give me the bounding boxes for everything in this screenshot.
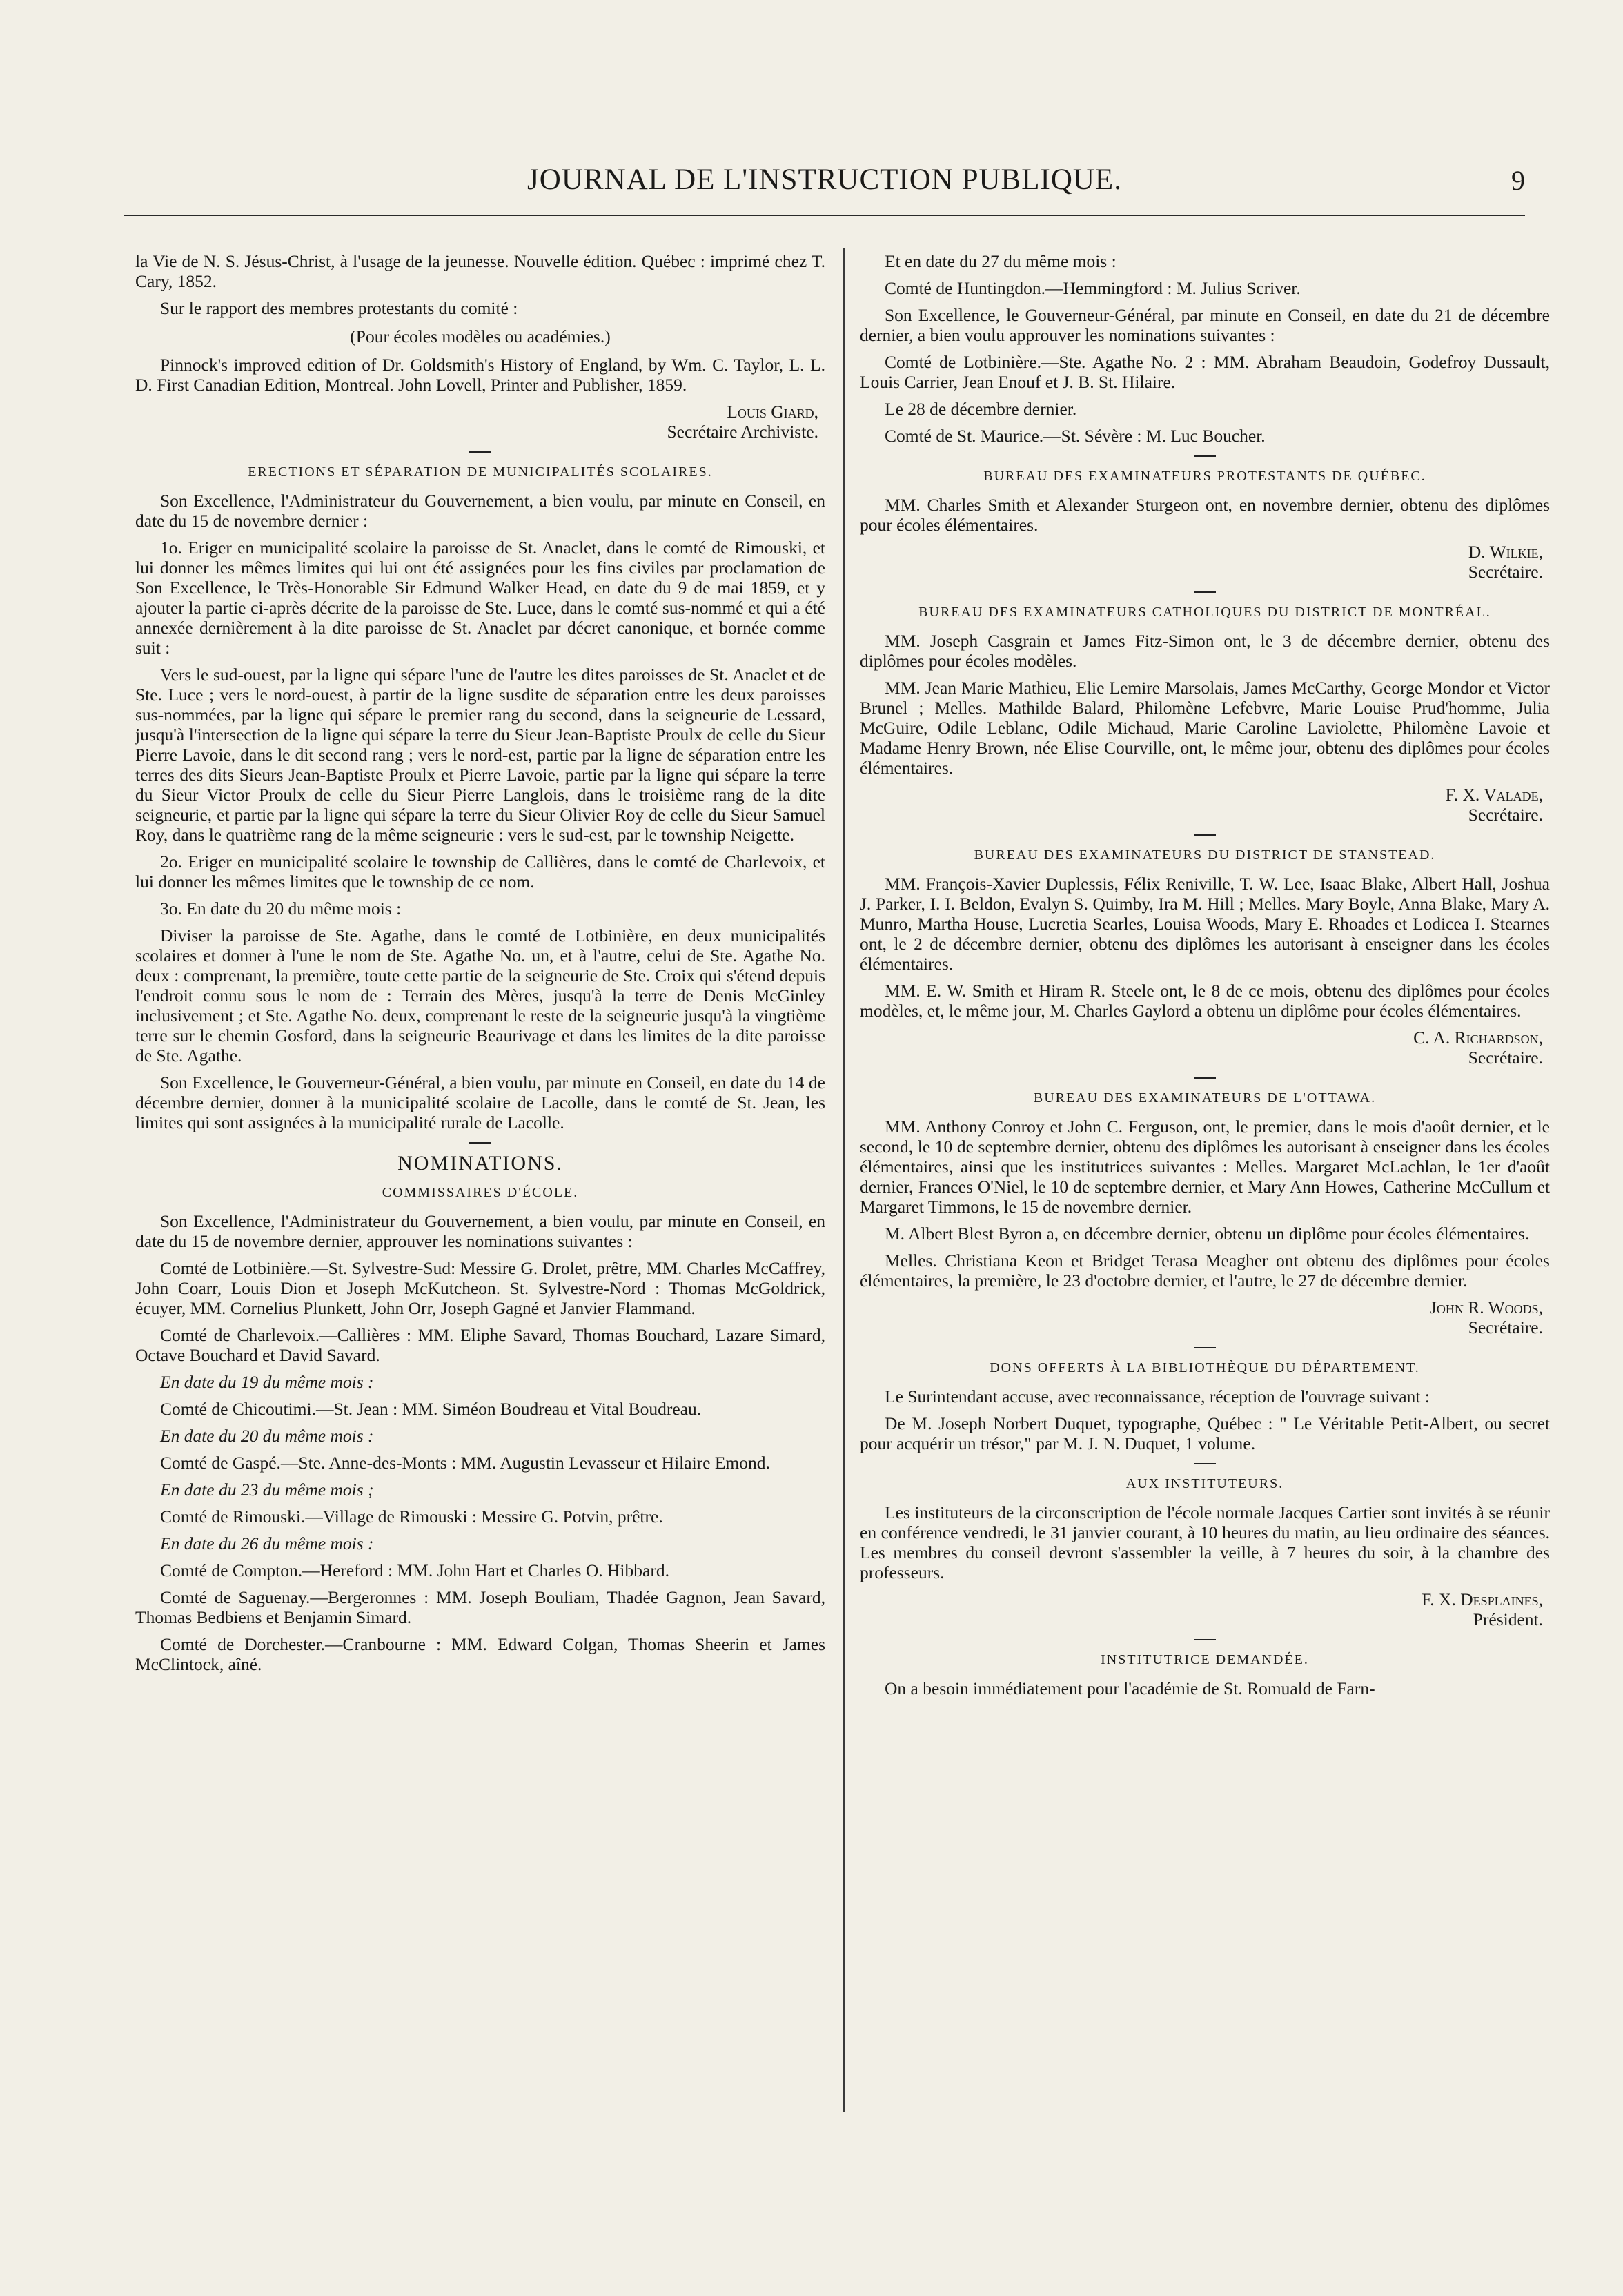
paragraph: Le Surintendant accuse, avec reconnaissance, réception de l'ouvrage suivant : [885, 1386, 1430, 1406]
paragraph: Son Excellence, l'Administrateur du Gouvernement, a bien voulu, par minute en Conseil, en date du 15 de novembre dernier, approuver les nominations suivantes : [135, 1211, 825, 1251]
left-column [135, 251, 825, 1681]
journal-title: JOURNAL DE L'INSTRUCTION PUBLIQUE. [527, 164, 1122, 196]
paragraph: MM. Anthony Conroy et John C. Ferguson, ont, le premier, dans le mois d'août dernier, et le second, le 10 de septembre dernier, obtenu des diplômes les autorisant à enseigner dans les écoles élémentaires, ainsi que les institutrices suivantes : Melles. Margaret McLachlan, le 1er d'août dernier, Frances O'Niel, le 10 de septembre dernier, et Mary Ann Howes, Catherine McCullum et Margaret Timmons, le 15 de novembre dernier. [860, 1117, 1550, 1217]
signature-name: Louis Giard, [727, 402, 818, 422]
signature-title: Président. [1473, 1609, 1543, 1629]
paragraph: Sur le rapport des membres protestants du comité : [160, 298, 518, 318]
paragraph: Melles. Christiana Keon et Bridget Terasa Meagher ont obtenu des diplômes pour écoles élémentaires, la première, le 23 d'octobre dernier, et l'autre, le 27 de décembre dernier. [860, 1250, 1550, 1291]
paragraph: Comté de Lotbinière.—Ste. Agathe No. 2 : MM. Abraham Beaudoin, Godefroy Dussault, Louis Carrier, Jean Enouf et J. B. St. Hilaire. [860, 352, 1550, 392]
paragraph: (Pour écoles modèles ou académies.) [350, 326, 611, 346]
paragraph: Comté de Gaspé.—Ste. Anne-des-Monts : MM. Augustin Levasseur et Hilaire Emond. [160, 1453, 770, 1473]
section-heading: BUREAU DES EXAMINATEURS DU DISTRICT DE STANSTEAD. [974, 847, 1436, 863]
paragraph: Et en date du 27 du même mois : [885, 251, 1117, 271]
column-divider [843, 248, 845, 2112]
paragraph: Comté de Chicoutimi.—St. Jean : MM. Siméon Boudreau et Vital Boudreau. [160, 1399, 702, 1419]
section-heading: BUREAU DES EXAMINATEURS DE L'OTTAWA. [1033, 1090, 1377, 1106]
paragraph: De M. Joseph Norbert Duquet, typographe, Québec : " Le Véritable Petit-Albert, ou secret pour acquérir un trésor," par M. J. N. Duquet, 1 volume. [860, 1413, 1550, 1453]
paragraph: On a besoin immédiatement pour l'académie de St. Romuald de Farn- [885, 1678, 1375, 1698]
paragraph: Comté de Rimouski.—Village de Rimouski : Messire G. Potvin, prêtre. [160, 1507, 663, 1527]
paragraph: En date du 20 du même mois : [160, 1426, 374, 1446]
paragraph: la Vie de N. S. Jésus-Christ, à l'usage de la jeunesse. Nouvelle édition. Québec : imprimé chez T. Cary, 1852. [135, 251, 825, 291]
paragraph: Les instituteurs de la circonscription de l'école normale Jacques Cartier sont invités à se réunir en conférence vendredi, le 31 janvier courant, à 10 heures du matin, au lieu ordinaire des séances. Les membres du conseil devront s'assembler la veille, à 7 heures du soir, à la chambre des professeurs. [860, 1502, 1550, 1582]
paragraph: Comté de Compton.—Hereford : MM. John Hart et Charles O. Hibbard. [160, 1560, 669, 1580]
paragraph: MM. Charles Smith et Alexander Sturgeon ont, en novembre dernier, obtenu des diplômes pour écoles élémentaires. [860, 495, 1550, 535]
separator [1194, 591, 1216, 593]
section-heading: AUX INSTITUTEURS. [1125, 1476, 1284, 1491]
subsection-heading: COMMISSAIRES D'ÉCOLE. [382, 1185, 579, 1200]
paragraph: En date du 23 du même mois ; [160, 1480, 374, 1500]
paragraph: Son Excellence, le Gouverneur-Général, par minute en Conseil, en date du 21 de décembre dernier, a bien voulu approuver les nominations suivantes : [860, 305, 1550, 345]
signature-title: Secrétaire Archiviste. [667, 422, 818, 442]
paragraph: M. Albert Blest Byron a, en décembre dernier, obtenu un diplôme pour écoles élémentaires. [885, 1224, 1530, 1244]
header-rule [124, 215, 1525, 217]
paragraph: MM. E. W. Smith et Hiram R. Steele ont, le 8 de ce mois, obtenu des diplômes pour écoles modèles, et, le même jour, M. Charles Gaylord a obtenu un diplôme pour écoles élémentaires. [860, 981, 1550, 1021]
separator [1194, 455, 1216, 457]
paragraph: MM. Joseph Casgrain et James Fitz-Simon ont, le 3 de décembre dernier, obtenu des diplômes pour écoles modèles. [860, 631, 1550, 671]
paragraph: Comté de St. Maurice.—St. Sévère : M. Luc Boucher. [885, 426, 1266, 446]
section-heading: NOMINATIONS. [397, 1152, 563, 1175]
paragraph: En date du 19 du même mois : [160, 1372, 374, 1392]
paragraph: 2o. Eriger en municipalité scolaire le township de Callières, dans le comté de Charlevoix, et lui donner les mêmes limites que le township de ce nom. [135, 852, 825, 892]
paragraph: Comté de Saguenay.—Bergeronnes : MM. Joseph Bouliam, Thadée Gagnon, Jean Savard, Thomas Bedbiens et Benjamin Simard. [135, 1587, 825, 1627]
section-heading: BUREAU DES EXAMINATEURS PROTESTANTS DE QUÉBEC. [983, 469, 1426, 484]
section-heading: DONS OFFERTS À LA BIBLIOTHÈQUE DU DÉPARTEMENT. [990, 1360, 1420, 1375]
separator [469, 451, 491, 453]
signature-title: Secrétaire. [1468, 805, 1543, 825]
paragraph: Son Excellence, l'Administrateur du Gouvernement, a bien voulu, par minute en Conseil, en date du 15 de novembre dernier : [135, 491, 825, 531]
paragraph: 3o. En date du 20 du même mois : [160, 899, 402, 919]
paragraph: Vers le sud-ouest, par la ligne qui sépare l'une de l'autre les dites paroisses de St. Anaclet et de Ste. Luce ; vers le nord-ouest, à partir de la ligne susdite de séparation entre les deux paroisses sus-nommées, par la ligne qui sépare le premier rang du second, dans la seigneurie de Lessard, jusqu'à l'intersection de la ligne qui sépare la terre du Sieur Jean-Baptiste Proulx de celle du Sieur Pierre Lavoie, dans le dit second rang ; vers le nord-est, partie par la ligne de séparation entre les terres des dits Sieurs Jean-Baptiste Proulx et Pierre Lavoie, partie par la ligne qui sépare la terre du Sieur Victor Proulx de celle du Sieur Pierre Langlois, dans le troisième rang de la dite seigneurie, et partie par la ligne qui sépare la terre du Sieur Olivier Roy de celle du Sieur Samuel Roy, dans le quatrième rang de la même seigneurie : vers le sud-est, par le township Neigette. [135, 665, 825, 845]
paragraph: Diviser la paroisse de Ste. Agathe, dans le comté de Lotbinière, en deux municipalités scolaires et donner à l'une le nom de Ste. Agathe No. un, et à l'autre, celui de Ste. Agathe No. deux : comprenant, la première, toute cette partie de la seigneurie de Ste. Croix qui s'étend depuis l'endroit connu sous le nom de : Terrain des Mères, jusqu'à la terre de Denis McGinley inclusivement ; et Ste. Agathe No. deux, comprenant le reste de la seigneurie jusqu'à la vingtième terre sur le chemin Gosford, dans la seigneurie Beaurivage et dans les limites de la dite paroisse de Ste. Agathe. [135, 925, 825, 1066]
signature-name: C. A. Richardson, [1413, 1028, 1543, 1048]
right-column [860, 251, 1550, 1705]
paragraph: Comté de Dorchester.—Cranbourne : MM. Edward Colgan, Thomas Sheerin et James McClintock, aîné. [135, 1634, 825, 1674]
signature-title: Secrétaire. [1468, 1317, 1543, 1337]
signature-name: F. X. Valade, [1445, 785, 1543, 805]
signature-name: John R. Woods, [1429, 1297, 1543, 1317]
signature-title: Secrétaire. [1468, 562, 1543, 582]
separator [469, 1142, 491, 1144]
section-heading: BUREAU DES EXAMINATEURS CATHOLIQUES DU DISTRICT DE MONTRÉAL. [918, 605, 1491, 620]
signature-name: D. Wilkie, [1468, 542, 1543, 562]
separator [1194, 1639, 1216, 1640]
signature-name: F. X. Desplaines, [1422, 1589, 1543, 1609]
paragraph: Comté de Huntingdon.—Hemmingford : M. Julius Scriver. [885, 278, 1301, 298]
signature-title: Secrétaire. [1468, 1048, 1543, 1068]
separator [1194, 1347, 1216, 1348]
page-number: 9 [1511, 165, 1525, 196]
paragraph: Son Excellence, le Gouverneur-Général, a bien voulu, par minute en Conseil, en date du 14 de décembre dernier, donner à la municipalité scolaire de Lacolle, dans le comté de St. Jean, les limites qui sont assignées à la municipalité rurale de Lacolle. [135, 1072, 825, 1132]
paragraph: En date du 26 du même mois : [160, 1533, 374, 1553]
paragraph: 1o. Eriger en municipalité scolaire la paroisse de St. Anaclet, dans le comté de Rimouski, et lui donner les mêmes limites qui lui ont été assignées pour les fins civiles par proclamation de Son Excellence, le Très-Honorable Sir Edmund Walker Head, en date du 9 de mai 1859, et y ajouter la partie ci-après décrite de la paroisse de Ste. Luce, dans le comté sus-nommé et qui a été annexée dernièrement à la dite paroisse de St. Anaclet par décret canonique, et bornée comme suit : [135, 538, 825, 658]
separator [1194, 1463, 1216, 1464]
paragraph: MM. François-Xavier Duplessis, Félix Reniville, T. W. Lee, Isaac Blake, Albert Hall, Joshua J. Parker, I. I. Beldon, Evalyn S. Quimby, Ira M. Hill ; Melles. Mary Boyle, Anna Blake, Mary A. Munro, Martha House, Lucretia Searles, Louisa Woods, Mary E. Rhoades et Lodicea I. Stearnes ont, le 2 de décembre dernier, obtenu des diplômes les autorisant à enseigner dans les écoles élémentaires. [860, 874, 1550, 974]
separator [1194, 834, 1216, 836]
section-heading: INSTITUTRICE DEMANDÉE. [1101, 1652, 1309, 1667]
paragraph: MM. Jean Marie Mathieu, Elie Lemire Marsolais, James McCarthy, George Mondor et Victor Brunel ; Melles. Mathilde Balard, Philomène Lefebvre, Marie Louise Prud'homme, Julia McGuire, Odile Leblanc, Odile Michaud, Marie Caroline Laviolette, Philomène Lavoie et Madame Henry Brown, née Elise Courville, ont, le même jour, obtenu des diplômes pour écoles élémentaires. [860, 678, 1550, 778]
paragraph: Comté de Lotbinière.—St. Sylvestre-Sud: Messire G. Drolet, prêtre, MM. Charles McCaffrey, John Coarr, Louis Dion et Joseph McKutcheon. St. Sylvestre-Nord : Thomas McGoldrick, écuyer, MM. Cornelius Plunkett, John Orr, Joseph Gagné et Janvier Flammand. [135, 1258, 825, 1318]
separator [1194, 1077, 1216, 1079]
page-header [124, 163, 1525, 204]
paragraph: Comté de Charlevoix.—Callières : MM. Eliphe Savard, Thomas Bouchard, Lazare Simard, Octave Bouchard et David Savard. [135, 1325, 825, 1365]
paragraph: Pinnock's improved edition of Dr. Goldsmith's History of England, by Wm. C. Taylor, L. L. D. First Canadian Edition, Montreal. John Lovell, Printer and Publisher, 1859. [135, 355, 825, 395]
section-heading: ERECTIONS ET SÉPARATION DE MUNICIPALITÉS SCOLAIRES. [248, 464, 713, 480]
paragraph: Le 28 de décembre dernier. [885, 399, 1077, 419]
